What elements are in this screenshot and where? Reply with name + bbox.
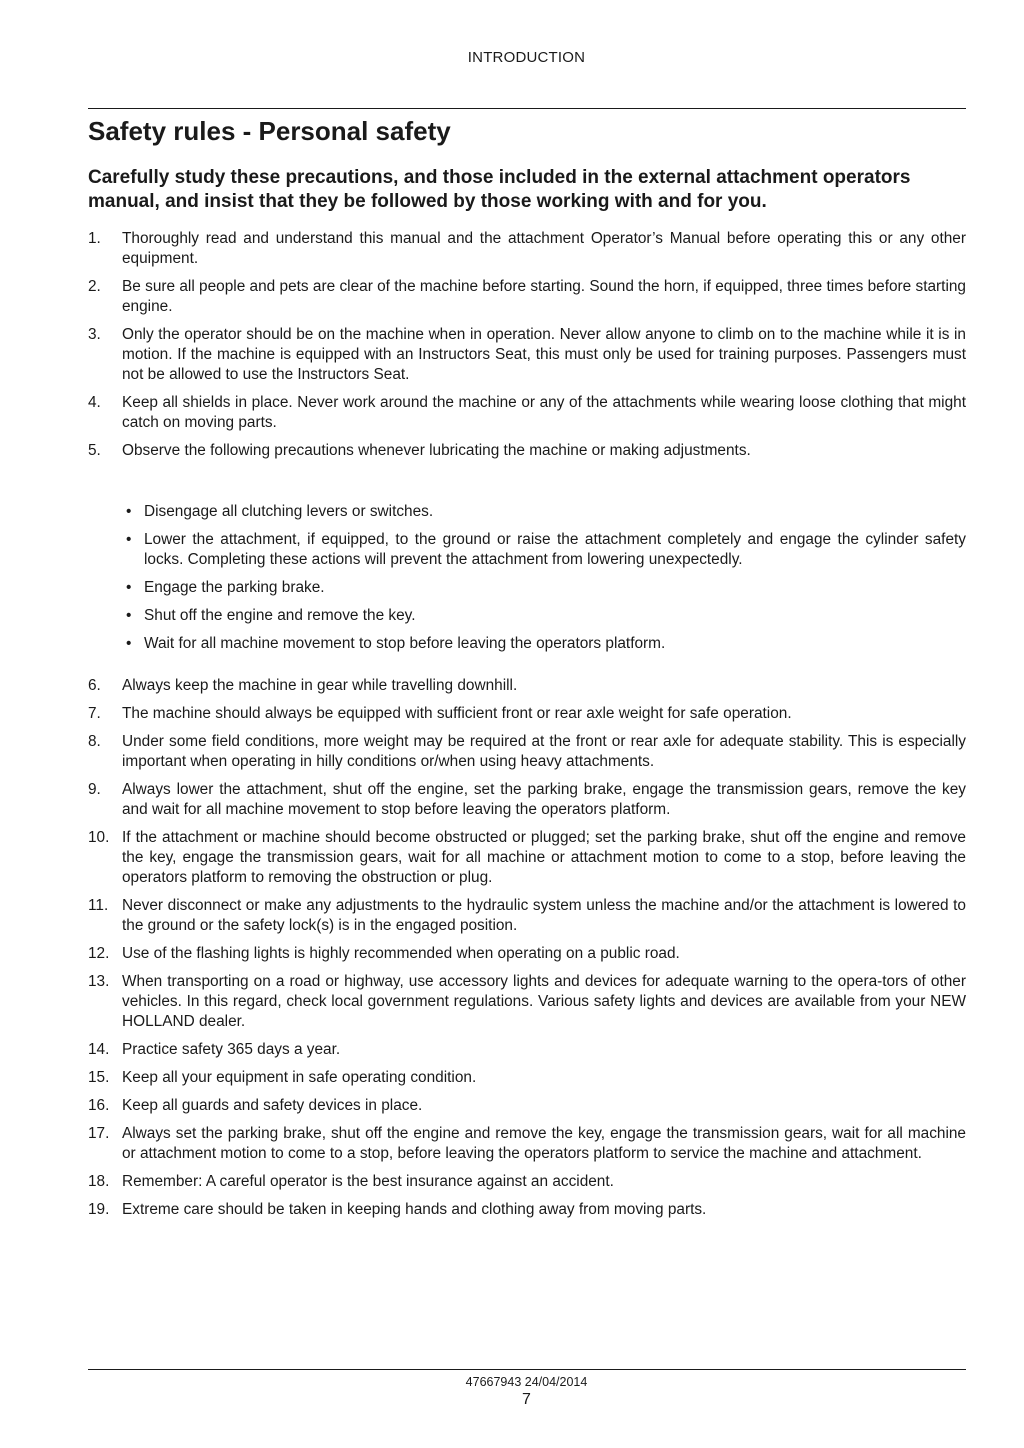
- item-number: 4.: [88, 394, 101, 411]
- footer-divider: [88, 1369, 966, 1370]
- page-title: Safety rules - Personal safety: [88, 116, 451, 146]
- item-text: Always set the parking brake, shut off the engine and remove the key, engage the transmission gears, wait for all machine or attachment motion to come to a stop, before leaving the operators platform to service the machine and attachment.: [122, 1125, 966, 1162]
- numbered-list-part1: [88, 229, 966, 469]
- list-item: [88, 732, 966, 772]
- bullet-text: Wait for all machine movement to stop before leaving the operators platform.: [144, 635, 666, 652]
- item-text: When transporting on a road or highway, use accessory lights and devices for adequate warning to the opera-tors of other vehicles. In this regard, check local government regulations. Various safety lights and devices are available from your NEW HOLLAND dealer.: [122, 973, 966, 1030]
- item-number: 15.: [88, 1069, 110, 1086]
- item-text: Keep all guards and safety devices in place.: [122, 1097, 423, 1114]
- bullet-item: [126, 578, 966, 598]
- list-item: [88, 1040, 966, 1060]
- list-item: [88, 676, 966, 696]
- bullet-text: Shut off the engine and remove the key.: [144, 607, 416, 624]
- item-number: 19.: [88, 1201, 110, 1218]
- bullet-list: [126, 502, 966, 662]
- item-text: Keep all your equipment in safe operating condition.: [122, 1069, 477, 1086]
- item-number: 17.: [88, 1125, 110, 1142]
- intro-paragraph: Carefully study these precautions, and those included in the external attachment operators manual, and insist that they be followed by those working with and for you.: [88, 167, 911, 212]
- list-item: [88, 277, 966, 317]
- item-number: 1.: [88, 230, 101, 247]
- bullet-icon: •: [126, 531, 132, 548]
- footer-doc-reference: 47667943 24/04/2014: [465, 1375, 588, 1389]
- item-number: 8.: [88, 733, 101, 750]
- item-number: 13.: [88, 973, 110, 990]
- bullet-item: [126, 606, 966, 626]
- item-text: Observe the following precautions whenever lubricating the machine or making adjustments.: [122, 442, 751, 459]
- item-text: Extreme care should be taken in keeping hands and clothing away from moving parts.: [122, 1201, 707, 1218]
- bullet-text: Engage the parking brake.: [144, 579, 325, 596]
- item-text: Keep all shields in place. Never work around the machine or any of the attachments while wearing loose clothing that might catch on moving parts.: [122, 394, 966, 431]
- item-text: Use of the flashing lights is highly recommended when operating on a public road.: [122, 945, 680, 962]
- item-number: 11.: [88, 897, 109, 914]
- item-number: 10.: [88, 829, 110, 846]
- item-number: 7.: [88, 705, 101, 722]
- list-item: [88, 1124, 966, 1164]
- item-number: 16.: [88, 1097, 110, 1114]
- bullet-icon: •: [126, 607, 132, 624]
- list-item: [88, 780, 966, 820]
- item-number: 3.: [88, 326, 101, 343]
- list-item: [88, 828, 966, 888]
- bullet-item: [126, 502, 966, 522]
- header-divider: [88, 108, 966, 109]
- list-item: [88, 704, 966, 724]
- item-text: Never disconnect or make any adjustments to the hydraulic system unless the machine and/or the attachment is lowered to the ground or the safety lock(s) is in the engaged position.: [122, 897, 966, 934]
- item-number: 9.: [88, 781, 101, 798]
- bullet-icon: •: [126, 635, 132, 652]
- bullet-icon: •: [126, 579, 132, 596]
- list-item: [88, 972, 966, 1032]
- list-item: [88, 944, 966, 964]
- item-text: Remember: A careful operator is the best insurance against an accident.: [122, 1173, 614, 1190]
- item-text: Under some field conditions, more weight may be required at the front or rear axle for adequate stability. This is especially important when operating in hilly conditions or/when using heavy attachments.: [122, 733, 966, 770]
- bullet-item: [126, 634, 966, 654]
- item-text: Always keep the machine in gear while travelling downhill.: [122, 677, 518, 694]
- item-text: Thoroughly read and understand this manual and the attachment Operator’s Manual before operating this or any other equipment.: [122, 230, 966, 267]
- item-number: 5.: [88, 442, 101, 459]
- list-item: [88, 1200, 966, 1220]
- bullet-item: [126, 530, 966, 570]
- item-text: If the attachment or machine should become obstructed or plugged; set the parking brake, shut off the engine and remove the key, engage the transmission gears, wait for all machine or attachment motion to come to a stop, before leaving the operators platform to removing the obstruction or plug.: [122, 829, 966, 886]
- bullet-text: Disengage all clutching levers or switches.: [144, 503, 434, 520]
- item-number: 6.: [88, 677, 101, 694]
- running-header: INTRODUCTION: [467, 49, 586, 66]
- item-number: 18.: [88, 1173, 110, 1190]
- list-item: [88, 229, 966, 269]
- item-text: Only the operator should be on the machine when in operation. Never allow anyone to climb on to the machine while it is in motion. If the machine is equipped with an Instructors Seat, this must only be used for training purposes. Passengers must not be allowed to use the Instructors Seat.: [122, 326, 966, 383]
- item-number: 2.: [88, 278, 101, 295]
- item-text: Always lower the attachment, shut off the engine, set the parking brake, engage the transmission gears, remove the key and wait for all machine movement to stop before leaving the operators platform.: [122, 781, 966, 818]
- list-item: [88, 1096, 966, 1116]
- list-item: [88, 1172, 966, 1192]
- list-item: [88, 441, 966, 461]
- list-item: [88, 1068, 966, 1088]
- bullet-text: Lower the attachment, if equipped, to the ground or raise the attachment completely and engage the cylinder safety locks. Completing these actions will prevent the attachment from lowering unexpectedly.: [144, 531, 966, 568]
- list-item: [88, 325, 966, 385]
- page-number: 7: [522, 1391, 531, 1408]
- bullet-icon: •: [126, 503, 132, 520]
- item-text: Practice safety 365 days a year.: [122, 1041, 341, 1058]
- list-item: [88, 393, 966, 433]
- item-text: The machine should always be equipped with sufficient front or rear axle weight for safe operation.: [122, 705, 792, 722]
- item-text: Be sure all people and pets are clear of the machine before starting. Sound the horn, if equipped, three times before starting engine.: [122, 278, 966, 315]
- item-number: 14.: [88, 1041, 110, 1058]
- item-number: 12.: [88, 945, 110, 962]
- list-item: [88, 896, 966, 936]
- numbered-list-part2: [88, 676, 966, 1228]
